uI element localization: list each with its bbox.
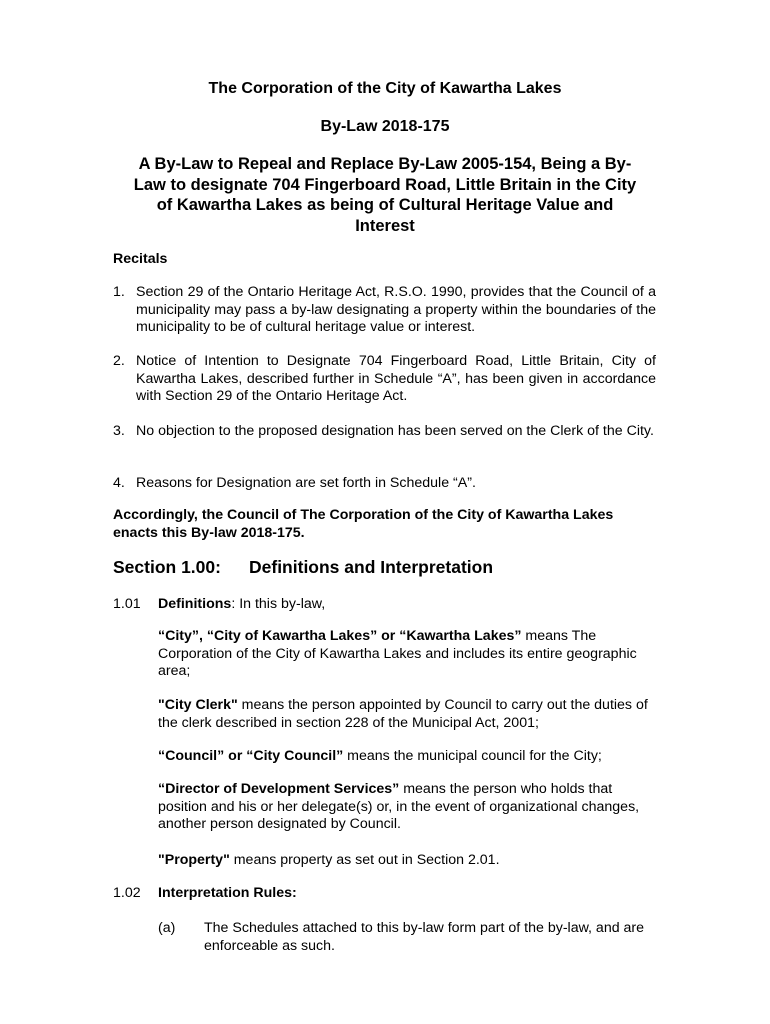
bylaw-title (0, 154, 770, 236)
clause-label: Interpretation Rules: (158, 885, 297, 901)
definition-term: "City Clerk" (158, 697, 238, 713)
definition-term: "Property" (158, 852, 230, 868)
subclause-text: The Schedules attached to this by-law form part of the by-law, and are enforceable as such. (204, 920, 645, 954)
recital-number: 2. (113, 353, 125, 369)
bylaw-title-line: of Kawartha Lakes as being of Cultural Heritage Value and (156, 196, 614, 214)
clause-heading (158, 596, 325, 614)
bylaw-title-line: A By-Law to Repeal and Replace By-Law 2005-154, Being a By- (138, 155, 632, 173)
definition-term: “Director of Development Services” (158, 781, 400, 797)
section-number: Section 1.00: (113, 557, 221, 577)
definition (158, 748, 648, 766)
clause-intro: : In this by-law, (231, 596, 326, 612)
recital-text: Notice of Intention to Designate 704 Fingerboard Road, Little Britain, City of Kawartha Lakes, described further in Schedule “A”, has been given in accordance with Section 29 of the Ontario Heritage Act. (136, 353, 656, 405)
definition (158, 852, 648, 870)
definition (158, 781, 648, 834)
recital-number: 4. (113, 475, 125, 491)
clause-label: Definitions (158, 596, 232, 612)
definition-text: means property as set out in Section 2.01. (229, 852, 500, 868)
bylaw-number: By-Law 2018-175 (320, 118, 450, 135)
recitals-heading: Recitals (113, 251, 168, 267)
bylaw-title-line: Interest (355, 216, 415, 235)
clause-number: 1.01 (113, 596, 141, 612)
section-title: Definitions and Interpretation (249, 557, 494, 577)
recital-text: Reasons for Designation are set forth in Schedule “A”. (136, 475, 476, 491)
enactment-clause: Accordingly, the Council of The Corporation of the City of Kawartha Lakes enacts this By-law 2018-175. (113, 507, 614, 541)
corporation-heading: The Corporation of the City of Kawartha Lakes (208, 80, 562, 97)
recital-text: No objection to the proposed designation has been served on the Clerk of the City. (136, 423, 654, 439)
definition-term: “City”, “City of Kawartha Lakes” or “Kawartha Lakes” (158, 628, 522, 644)
definition-text: means the person appointed by Council to carry out the duties of the clerk described in section 228 of the Municipal Act, 2001; (158, 697, 648, 731)
clause-number: 1.02 (113, 885, 141, 901)
definition (158, 628, 648, 681)
definition-term: “Council” or “City Council” (158, 748, 344, 764)
recital-number: 1. (113, 284, 125, 300)
definition (158, 697, 648, 732)
recital-number: 3. (113, 423, 125, 439)
definition-text: means the municipal council for the City; (343, 748, 602, 764)
definition-text: means the person who holds that position and his or her delegate(s) or, in the event of organizational changes, another person designated by Council. (158, 781, 640, 833)
definition-text: means The Corporation of the City of Kawartha Lakes and includes its entire geographic area; (158, 628, 637, 680)
bylaw-title-line: Law to designate 704 Fingerboard Road, Little Britain in the City (133, 175, 637, 194)
recital-text: Section 29 of the Ontario Heritage Act, R.S.O. 1990, provides that the Council of a municipality may pass a by-law designating a property within the boundaries of the municipality to be of cultural heritage value or interest. (136, 284, 656, 336)
subclause-number: (a) (158, 920, 176, 936)
